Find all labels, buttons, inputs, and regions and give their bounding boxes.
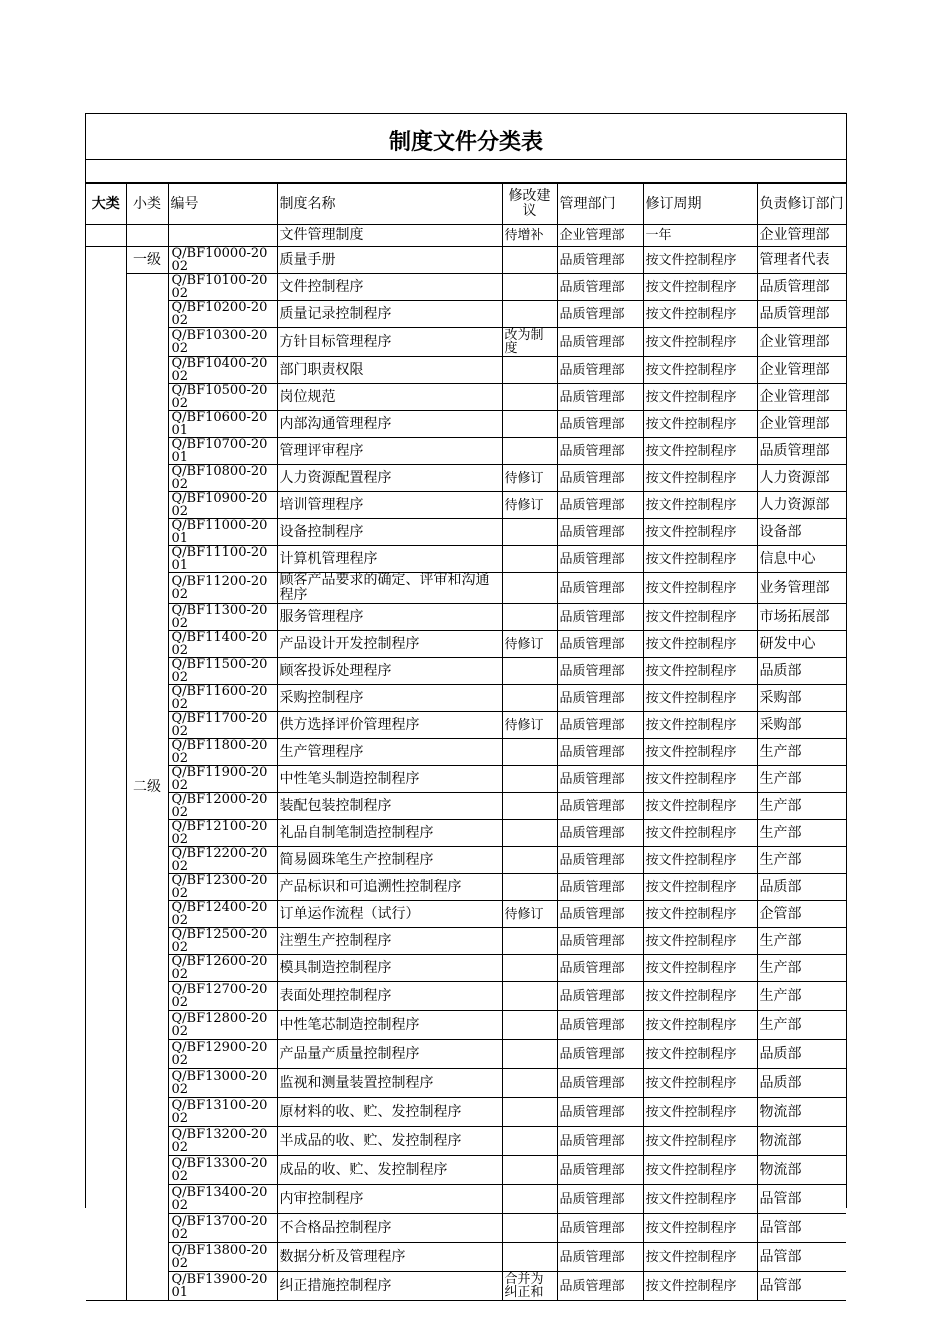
owner-cell: 生产部 (757, 847, 846, 874)
header-cycle: 修订周期 (643, 184, 757, 225)
blank-row (86, 160, 846, 183)
code-cell: Q/BF10600-2001 (168, 411, 277, 438)
table-row (86, 247, 846, 274)
owner-cell: 设备部 (757, 519, 846, 546)
suggest-cell (502, 1185, 557, 1214)
owner-cell: 研发中心 (757, 631, 846, 658)
suggest-cell (502, 384, 557, 411)
table-row (86, 1127, 846, 1156)
suggest-cell (502, 1214, 557, 1243)
dept-cell: 品质管理部 (557, 1040, 643, 1069)
dept-cell: 品质管理部 (557, 1069, 643, 1098)
cycle-cell: 按文件控制程序 (643, 793, 757, 820)
suggest-cell (502, 793, 557, 820)
table-row (86, 438, 846, 465)
cycle-cell: 按文件控制程序 (643, 274, 757, 301)
dept-cell: 品质管理部 (557, 901, 643, 928)
code-cell: Q/BF10800-2002 (168, 465, 277, 492)
dept-cell: 品质管理部 (557, 492, 643, 519)
table-row (86, 465, 846, 492)
owner-cell: 企业管理部 (757, 411, 846, 438)
cycle-cell: 按文件控制程序 (643, 820, 757, 847)
suggest-cell: 待修订 (502, 901, 557, 928)
suggest-cell: 待增补 (502, 225, 557, 247)
name-cell: 顾客投诉处理程序 (277, 658, 502, 685)
code-cell: Q/BF10700-2001 (168, 438, 277, 465)
name-cell: 供方选择评价管理程序 (277, 712, 502, 739)
suggest-cell (502, 874, 557, 901)
suggest-cell (502, 519, 557, 546)
dept-cell: 品质管理部 (557, 519, 643, 546)
major-cell (86, 225, 126, 247)
suggest-cell (502, 1243, 557, 1272)
name-cell: 计算机管理程序 (277, 546, 502, 573)
table-row (86, 982, 846, 1011)
document-table (86, 183, 846, 1301)
suggest-cell (502, 573, 557, 604)
name-cell: 管理评审程序 (277, 438, 502, 465)
owner-cell: 品管部 (757, 1185, 846, 1214)
suggest-cell (502, 1040, 557, 1069)
name-cell: 文件管理制度 (277, 225, 502, 247)
name-cell: 半成品的收、贮、发控制程序 (277, 1127, 502, 1156)
dept-cell: 品质管理部 (557, 546, 643, 573)
suggest-cell (502, 546, 557, 573)
cycle-cell: 按文件控制程序 (643, 1214, 757, 1243)
suggest-cell (502, 685, 557, 712)
table-row (86, 793, 846, 820)
name-cell: 纠正措施控制程序 (277, 1272, 502, 1301)
owner-cell: 企业管理部 (757, 225, 846, 247)
name-cell: 内审控制程序 (277, 1185, 502, 1214)
dept-cell: 品质管理部 (557, 1127, 643, 1156)
cycle-cell: 按文件控制程序 (643, 465, 757, 492)
owner-cell: 市场拓展部 (757, 604, 846, 631)
table-row (86, 411, 846, 438)
owner-cell: 品质管理部 (757, 301, 846, 328)
code-cell: Q/BF11300-2002 (168, 604, 277, 631)
cycle-cell: 按文件控制程序 (643, 1040, 757, 1069)
owner-cell: 人力资源部 (757, 492, 846, 519)
code-cell (168, 225, 277, 247)
suggest-cell: 待修订 (502, 712, 557, 739)
name-cell: 产品设计开发控制程序 (277, 631, 502, 658)
code-cell: Q/BF12100-2002 (168, 820, 277, 847)
dept-cell: 品质管理部 (557, 928, 643, 955)
name-cell: 礼品自制笔制造控制程序 (277, 820, 502, 847)
suggest-cell: 待修订 (502, 631, 557, 658)
code-cell: Q/BF12700-2002 (168, 982, 277, 1011)
suggest-cell (502, 955, 557, 982)
code-cell: Q/BF11700-2002 (168, 712, 277, 739)
suggest-cell (502, 739, 557, 766)
table-row (86, 631, 846, 658)
owner-cell: 生产部 (757, 820, 846, 847)
cycle-cell: 按文件控制程序 (643, 438, 757, 465)
code-cell: Q/BF11500-2002 (168, 658, 277, 685)
suggest-cell (502, 658, 557, 685)
dept-cell: 品质管理部 (557, 874, 643, 901)
suggest-cell (502, 847, 557, 874)
cycle-cell: 按文件控制程序 (643, 492, 757, 519)
code-cell: Q/BF10900-2002 (168, 492, 277, 519)
cycle-cell: 按文件控制程序 (643, 766, 757, 793)
table-row (86, 1272, 846, 1301)
code-cell: Q/BF13400-2002 (168, 1185, 277, 1214)
owner-cell: 生产部 (757, 793, 846, 820)
table-row (86, 1214, 846, 1243)
cycle-cell: 按文件控制程序 (643, 384, 757, 411)
code-cell: Q/BF11200-2002 (168, 573, 277, 604)
code-cell: Q/BF12500-2002 (168, 928, 277, 955)
name-cell: 注塑生产控制程序 (277, 928, 502, 955)
dept-cell: 品质管理部 (557, 328, 643, 357)
header-suggest: 修改建议 (502, 184, 557, 225)
table-row (86, 1156, 846, 1185)
dept-cell: 品质管理部 (557, 1243, 643, 1272)
dept-cell: 品质管理部 (557, 1098, 643, 1127)
table-row (86, 546, 846, 573)
code-cell: Q/BF10500-2002 (168, 384, 277, 411)
table-row (86, 1098, 846, 1127)
owner-cell: 企业管理部 (757, 357, 846, 384)
owner-cell: 生产部 (757, 739, 846, 766)
dept-cell: 品质管理部 (557, 247, 643, 274)
name-cell: 质量手册 (277, 247, 502, 274)
owner-cell: 企管部 (757, 901, 846, 928)
name-cell: 产品标识和可追溯性控制程序 (277, 874, 502, 901)
dept-cell: 品质管理部 (557, 438, 643, 465)
code-cell: Q/BF10300-2002 (168, 328, 277, 357)
dept-cell: 品质管理部 (557, 357, 643, 384)
cycle-cell: 按文件控制程序 (643, 847, 757, 874)
owner-cell: 生产部 (757, 928, 846, 955)
code-cell: Q/BF11900-2002 (168, 766, 277, 793)
owner-cell: 采购部 (757, 712, 846, 739)
code-cell: Q/BF13000-2002 (168, 1069, 277, 1098)
name-cell: 不合格品控制程序 (277, 1214, 502, 1243)
name-cell: 订单运作流程（试行） (277, 901, 502, 928)
cycle-cell: 按文件控制程序 (643, 247, 757, 274)
cycle-cell: 按文件控制程序 (643, 658, 757, 685)
code-cell: Q/BF12900-2002 (168, 1040, 277, 1069)
owner-cell: 人力资源部 (757, 465, 846, 492)
code-cell: Q/BF11400-2002 (168, 631, 277, 658)
cycle-cell: 按文件控制程序 (643, 928, 757, 955)
dept-cell: 品质管理部 (557, 982, 643, 1011)
table-row (86, 1243, 846, 1272)
dept-cell: 品质管理部 (557, 384, 643, 411)
suggest-cell: 待修订 (502, 465, 557, 492)
table-row (86, 955, 846, 982)
code-cell: Q/BF12000-2002 (168, 793, 277, 820)
table-row (86, 1069, 846, 1098)
suggest-cell: 改为制度 (502, 328, 557, 357)
owner-cell: 信息中心 (757, 546, 846, 573)
suggest-cell (502, 604, 557, 631)
table-row (86, 874, 846, 901)
cycle-cell: 按文件控制程序 (643, 604, 757, 631)
header-major: 大类 (86, 184, 126, 225)
code-cell: Q/BF12300-2002 (168, 874, 277, 901)
suggest-cell (502, 438, 557, 465)
owner-cell: 物流部 (757, 1098, 846, 1127)
cycle-cell: 按文件控制程序 (643, 1127, 757, 1156)
major-cell (86, 247, 126, 1301)
cycle-cell: 按文件控制程序 (643, 411, 757, 438)
table-row (86, 712, 846, 739)
dept-cell: 品质管理部 (557, 1214, 643, 1243)
suggest-cell (502, 1069, 557, 1098)
name-cell: 文件控制程序 (277, 274, 502, 301)
dept-cell: 品质管理部 (557, 274, 643, 301)
dept-cell: 品质管理部 (557, 1156, 643, 1185)
owner-cell: 生产部 (757, 982, 846, 1011)
owner-cell: 品质部 (757, 1040, 846, 1069)
table-row (86, 658, 846, 685)
suggest-cell (502, 274, 557, 301)
cycle-cell: 按文件控制程序 (643, 519, 757, 546)
cycle-cell: 按文件控制程序 (643, 955, 757, 982)
dept-cell: 品质管理部 (557, 465, 643, 492)
cycle-cell: 按文件控制程序 (643, 739, 757, 766)
cycle-cell: 按文件控制程序 (643, 982, 757, 1011)
dept-cell: 品质管理部 (557, 739, 643, 766)
code-cell: Q/BF10400-2002 (168, 357, 277, 384)
page-title: 制度文件分类表 (86, 114, 846, 160)
suggest-cell (502, 766, 557, 793)
suggest-cell (502, 247, 557, 274)
name-cell: 生产管理程序 (277, 739, 502, 766)
cycle-cell: 按文件控制程序 (643, 546, 757, 573)
cycle-cell: 按文件控制程序 (643, 1185, 757, 1214)
code-cell: Q/BF12400-2002 (168, 901, 277, 928)
dept-cell: 品质管理部 (557, 411, 643, 438)
dept-cell: 品质管理部 (557, 847, 643, 874)
suggest-cell (502, 301, 557, 328)
code-cell: Q/BF11800-2002 (168, 739, 277, 766)
name-cell: 岗位规范 (277, 384, 502, 411)
table-row (86, 1185, 846, 1214)
code-cell: Q/BF12800-2002 (168, 1011, 277, 1040)
dept-cell: 品质管理部 (557, 820, 643, 847)
name-cell: 顾客产品要求的确定、评审和沟通程序 (277, 573, 502, 604)
code-cell: Q/BF11000-2001 (168, 519, 277, 546)
suggest-cell: 合并为纠正和 (502, 1272, 557, 1301)
name-cell: 简易圆珠笔生产控制程序 (277, 847, 502, 874)
suggest-cell (502, 820, 557, 847)
code-cell: Q/BF12600-2002 (168, 955, 277, 982)
cycle-cell: 按文件控制程序 (643, 1011, 757, 1040)
name-cell: 装配包装控制程序 (277, 793, 502, 820)
owner-cell: 品质管理部 (757, 274, 846, 301)
suggest-cell (502, 357, 557, 384)
owner-cell: 生产部 (757, 955, 846, 982)
cycle-cell: 按文件控制程序 (643, 1098, 757, 1127)
cycle-cell: 按文件控制程序 (643, 712, 757, 739)
level1-cell: 一级 (126, 247, 168, 274)
suggest-cell: 待修订 (502, 492, 557, 519)
name-cell: 中性笔芯制造控制程序 (277, 1011, 502, 1040)
minor-cell (126, 225, 168, 247)
code-cell: Q/BF11100-2001 (168, 546, 277, 573)
cycle-cell: 按文件控制程序 (643, 573, 757, 604)
cycle-cell: 按文件控制程序 (643, 874, 757, 901)
header-name: 制度名称 (277, 184, 502, 225)
suggest-cell (502, 982, 557, 1011)
code-cell: Q/BF13200-2002 (168, 1127, 277, 1156)
cycle-cell: 按文件控制程序 (643, 328, 757, 357)
suggest-cell (502, 928, 557, 955)
name-cell: 质量记录控制程序 (277, 301, 502, 328)
owner-cell: 品质管理部 (757, 438, 846, 465)
name-cell: 服务管理程序 (277, 604, 502, 631)
owner-cell: 品管部 (757, 1272, 846, 1301)
cycle-cell: 按文件控制程序 (643, 1156, 757, 1185)
code-cell: Q/BF10200-2002 (168, 301, 277, 328)
owner-cell: 物流部 (757, 1127, 846, 1156)
table-row (86, 604, 846, 631)
code-cell: Q/BF13300-2002 (168, 1156, 277, 1185)
owner-cell: 生产部 (757, 766, 846, 793)
table-row (86, 685, 846, 712)
spreadsheet-page (85, 113, 847, 1300)
code-cell: Q/BF11600-2002 (168, 685, 277, 712)
name-cell: 数据分析及管理程序 (277, 1243, 502, 1272)
owner-cell: 业务管理部 (757, 573, 846, 604)
table-row (86, 1011, 846, 1040)
table-row (86, 328, 846, 357)
level2-cell: 二级 (126, 274, 168, 1301)
name-cell: 监视和测量装置控制程序 (277, 1069, 502, 1098)
suggest-cell (502, 1156, 557, 1185)
name-cell: 采购控制程序 (277, 685, 502, 712)
owner-cell: 企业管理部 (757, 328, 846, 357)
table-row (86, 1040, 846, 1069)
header-owner: 负责修订部门 (757, 184, 846, 225)
dept-cell: 品质管理部 (557, 1272, 643, 1301)
header-code: 编号 (168, 184, 277, 225)
dept-cell: 品质管理部 (557, 301, 643, 328)
cycle-cell: 按文件控制程序 (643, 1243, 757, 1272)
header-dept: 管理部门 (557, 184, 643, 225)
code-cell: Q/BF13800-2002 (168, 1243, 277, 1272)
table-row (86, 492, 846, 519)
code-cell: Q/BF12200-2002 (168, 847, 277, 874)
dept-cell: 品质管理部 (557, 573, 643, 604)
name-cell: 模具制造控制程序 (277, 955, 502, 982)
suggest-cell (502, 1011, 557, 1040)
owner-cell: 管理者代表 (757, 247, 846, 274)
code-cell: Q/BF13900-2001 (168, 1272, 277, 1301)
cycle-cell: 一年 (643, 225, 757, 247)
owner-cell: 企业管理部 (757, 384, 846, 411)
table-row (86, 357, 846, 384)
table-row (86, 519, 846, 546)
header-minor: 小类 (126, 184, 168, 225)
table-row (86, 766, 846, 793)
name-cell: 内部沟通管理程序 (277, 411, 502, 438)
dept-cell: 企业管理部 (557, 225, 643, 247)
code-cell: Q/BF13100-2002 (168, 1098, 277, 1127)
cycle-cell: 按文件控制程序 (643, 685, 757, 712)
name-cell: 中性笔头制造控制程序 (277, 766, 502, 793)
dept-cell: 品质管理部 (557, 631, 643, 658)
cycle-cell: 按文件控制程序 (643, 1272, 757, 1301)
cycle-cell: 按文件控制程序 (643, 631, 757, 658)
table-row (86, 847, 846, 874)
table-row (86, 301, 846, 328)
table-row (86, 274, 846, 301)
name-cell: 表面处理控制程序 (277, 982, 502, 1011)
code-cell: Q/BF13700-2002 (168, 1214, 277, 1243)
name-cell: 方针目标管理程序 (277, 328, 502, 357)
table-row (86, 820, 846, 847)
table-row (86, 901, 846, 928)
header-row (86, 184, 846, 225)
owner-cell: 品管部 (757, 1243, 846, 1272)
name-cell: 原材料的收、贮、发控制程序 (277, 1098, 502, 1127)
dept-cell: 品质管理部 (557, 604, 643, 631)
cycle-cell: 按文件控制程序 (643, 357, 757, 384)
table-row (86, 739, 846, 766)
cycle-cell: 按文件控制程序 (643, 1069, 757, 1098)
name-cell: 成品的收、贮、发控制程序 (277, 1156, 502, 1185)
table-row (86, 384, 846, 411)
dept-cell: 品质管理部 (557, 766, 643, 793)
suggest-cell (502, 1098, 557, 1127)
code-cell: Q/BF10100-2002 (168, 274, 277, 301)
dept-cell: 品质管理部 (557, 658, 643, 685)
owner-cell: 生产部 (757, 1011, 846, 1040)
owner-cell: 采购部 (757, 685, 846, 712)
table-row (86, 225, 846, 247)
owner-cell: 品管部 (757, 1214, 846, 1243)
dept-cell: 品质管理部 (557, 793, 643, 820)
name-cell: 培训管理程序 (277, 492, 502, 519)
code-cell: Q/BF10000-2002 (168, 247, 277, 274)
dept-cell: 品质管理部 (557, 955, 643, 982)
name-cell: 部门职责权限 (277, 357, 502, 384)
owner-cell: 品质部 (757, 1069, 846, 1098)
name-cell: 人力资源配置程序 (277, 465, 502, 492)
dept-cell: 品质管理部 (557, 1011, 643, 1040)
table-row (86, 928, 846, 955)
cycle-cell: 按文件控制程序 (643, 301, 757, 328)
dept-cell: 品质管理部 (557, 712, 643, 739)
owner-cell: 品质部 (757, 658, 846, 685)
table-row (86, 573, 846, 604)
suggest-cell (502, 1127, 557, 1156)
cycle-cell: 按文件控制程序 (643, 901, 757, 928)
suggest-cell (502, 411, 557, 438)
dept-cell: 品质管理部 (557, 1185, 643, 1214)
name-cell: 产品量产质量控制程序 (277, 1040, 502, 1069)
dept-cell: 品质管理部 (557, 685, 643, 712)
owner-cell: 物流部 (757, 1156, 846, 1185)
owner-cell: 品质部 (757, 874, 846, 901)
name-cell: 设备控制程序 (277, 519, 502, 546)
